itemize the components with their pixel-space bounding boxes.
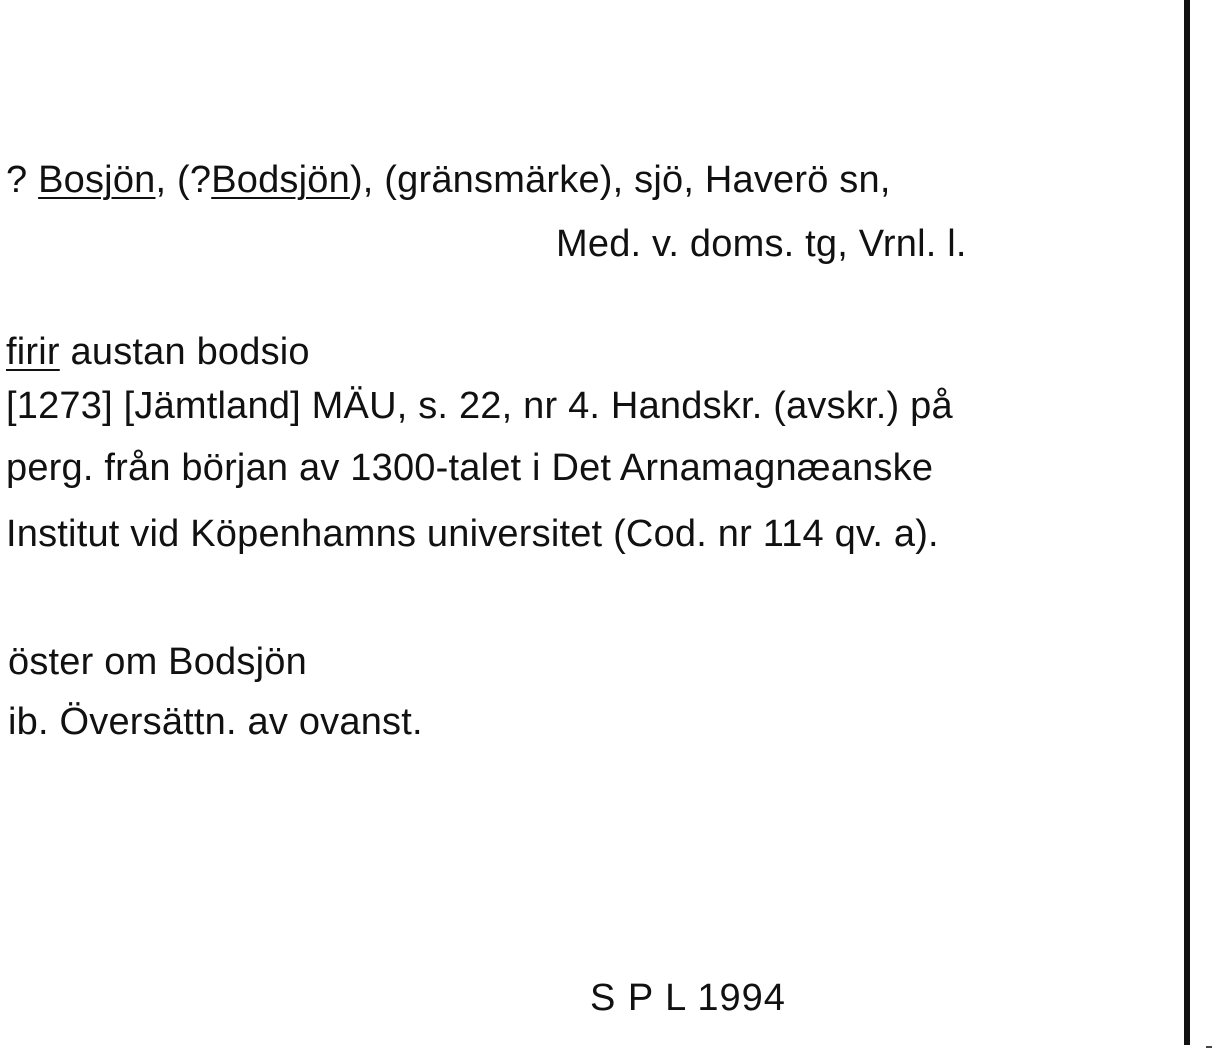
translation-line-2: ib. Översättn. av ovanst.: [8, 701, 423, 743]
heading-continuation: Med. v. doms. tg, Vrnl. l.: [556, 223, 967, 265]
form-underlined: firir: [6, 331, 60, 373]
footer-signature: S P L 1994: [590, 977, 786, 1019]
form-line: [6, 330, 310, 374]
heading-name: Bosjön: [38, 159, 156, 201]
corner-mark: [1206, 1046, 1212, 1048]
heading-rest: ), (gränsmärke), sjö, Haverö sn,: [349, 159, 891, 201]
source-line-2: perg. från början av 1300-talet i Det Arnamagnæanske: [6, 447, 934, 489]
heading-prefix: ?: [6, 159, 39, 201]
form-rest: austan bodsio: [59, 331, 310, 373]
right-edge-rule: [1184, 0, 1190, 1045]
entry-heading: [6, 158, 891, 202]
heading-alt-name: Bodsjön: [211, 159, 350, 201]
source-line-3: Institut vid Köpenhamns universitet (Cod. nr 114 qv. a).: [6, 513, 939, 555]
heading-mid: , (?: [155, 159, 212, 201]
source-line-1: [1273] [Jämtland] MÄU, s. 22, nr 4. Handskr. (avskr.) på: [6, 385, 953, 427]
translation-line-1: öster om Bodsjön: [8, 641, 307, 683]
